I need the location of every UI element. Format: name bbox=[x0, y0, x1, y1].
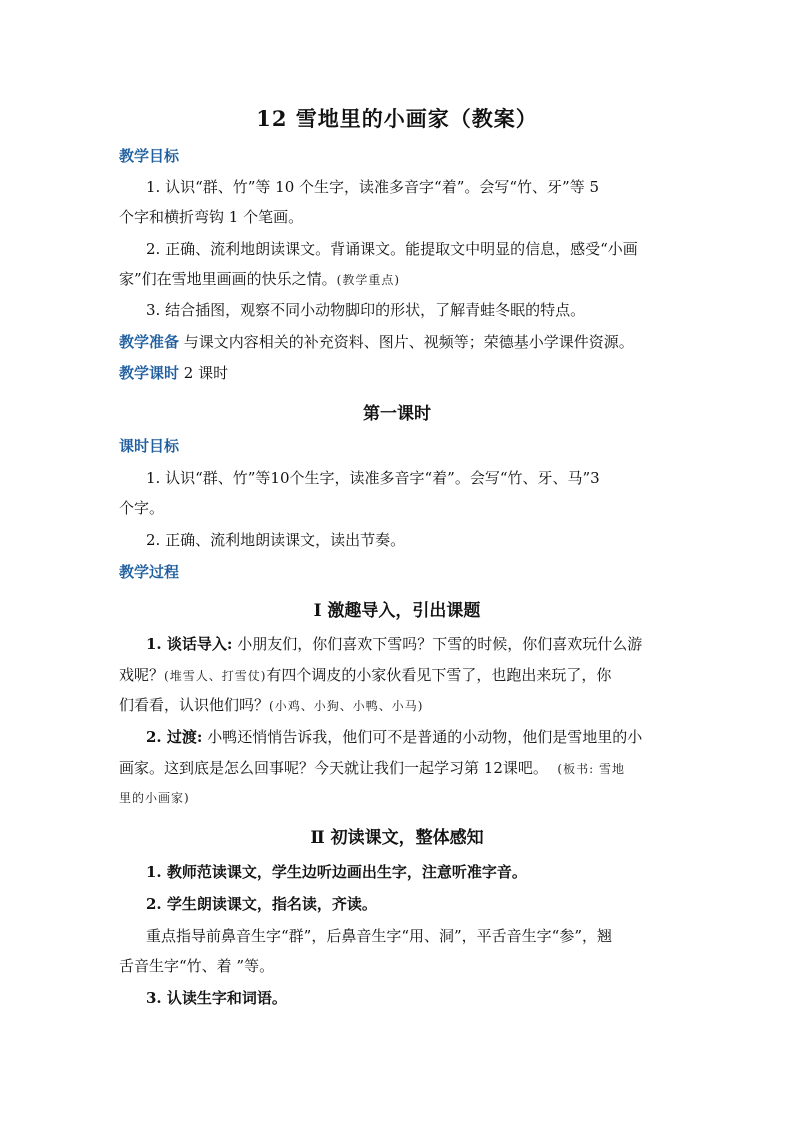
goal-1-line-1: 1. 认识“群、竹”等 10 个生字，读准多音字“着”。会写“竹、牙”等 5 bbox=[146, 178, 600, 196]
section-1-para-1-line-1 bbox=[146, 633, 706, 654]
section-2-step-2 bbox=[146, 893, 706, 914]
goal-2-text: 家”们在雪地里画画的快乐之情。 bbox=[119, 270, 337, 288]
section-2-para-line-2: 舌音生字“竹、着 ”等。 bbox=[119, 957, 275, 975]
blackboard-note: (板书: 雪地 bbox=[557, 762, 625, 776]
section-1-para-1-line-2 bbox=[119, 664, 679, 685]
section-1-para-2-line-2 bbox=[119, 757, 679, 778]
section-2-para-line-1: 重点指导前鼻音生字“群”，后鼻音生字“用、洞”，平舌音生字“参”，翘 bbox=[146, 927, 613, 945]
section-1-para-2-line-1 bbox=[146, 726, 706, 747]
prep-text: 与课文内容相关的补充资料、图片、视频等；荣德基小学课件资源。 bbox=[179, 333, 634, 351]
goal-3: 3. 结合插图，观察不同小动物脚印的形状，了解青蛙冬眠的特点。 bbox=[146, 301, 586, 319]
lesson-goal-2: 2. 正确、流利地朗读课文，读出节奏。 bbox=[146, 531, 406, 549]
text-span: 戏呢？ bbox=[119, 666, 165, 684]
section-2-heading: Ⅱ 初读课文，整体感知 bbox=[310, 828, 484, 848]
section-2-step-1 bbox=[146, 861, 706, 882]
section-1-heading: Ⅰ 激趣导入，引出课题 bbox=[313, 601, 481, 621]
note-span: (小鸡、小狗、小鸭、小马) bbox=[269, 699, 424, 713]
page-title: 12 雪地里的小画家（教案） bbox=[256, 106, 538, 131]
hours-row bbox=[119, 362, 228, 383]
transition-text: 小鸭还悄悄告诉我，他们可不是普通的小动物，他们是雪地里的小 bbox=[202, 728, 643, 746]
lesson-goals-heading: 课时目标 bbox=[119, 437, 180, 455]
text-span: 们看看，认识他们吗？ bbox=[119, 696, 270, 714]
section-2-step-3 bbox=[146, 987, 706, 1008]
prep-heading: 教学准备 bbox=[119, 333, 180, 351]
text-span: 画家。这到底是怎么回事呢？今天就让我们一起学习第 12课吧。 bbox=[119, 759, 548, 777]
goal-2-line-2 bbox=[119, 268, 679, 289]
goal-1-line-2: 个字和横折弯钩 1 个笔画。 bbox=[119, 208, 304, 226]
step-text: 3. 认读生字和词语。 bbox=[146, 989, 287, 1007]
step-text: 2. 学生朗读课文，指名读，齐读。 bbox=[146, 895, 377, 913]
step-text: 1. 教师范读课文，学生边听边画出生字，注意听准字音。 bbox=[146, 863, 527, 881]
text-span: 有四个调皮的小家伙看见下雪了，也跑出来玩了，你 bbox=[266, 666, 612, 684]
talk-intro-text: 小朋友们，你们喜欢下雪吗？下雪的时候，你们喜欢玩什么游 bbox=[232, 635, 643, 653]
hours-text: 2 课时 bbox=[179, 364, 229, 382]
section-1-para-2-line-3: 里的小画家) bbox=[119, 791, 190, 805]
section-1-para-1-line-3 bbox=[119, 694, 679, 715]
lesson-goal-1-line-1: 1. 认识“群、竹”等10个生字，读准多音字“着”。会写“竹、牙、马”3 bbox=[146, 469, 600, 487]
talk-intro-label: 1. 谈话导入: bbox=[146, 635, 233, 653]
process-heading: 教学过程 bbox=[119, 563, 180, 581]
key-point-note: (教学重点) bbox=[336, 273, 401, 287]
goal-2-line-1: 2. 正确、流利地朗读课文。背诵课文。能提取文中明显的信息，感受“小画 bbox=[146, 240, 638, 258]
lesson-goal-1-line-2: 个字。 bbox=[119, 499, 165, 517]
transition-label: 2. 过渡: bbox=[146, 728, 203, 746]
goals-heading: 教学目标 bbox=[119, 147, 180, 165]
note-span: (堆雪人、打雪仗) bbox=[164, 669, 267, 683]
prep-row bbox=[119, 331, 634, 352]
lesson-1-heading: 第一课时 bbox=[363, 404, 431, 424]
hours-heading: 教学课时 bbox=[119, 364, 180, 382]
